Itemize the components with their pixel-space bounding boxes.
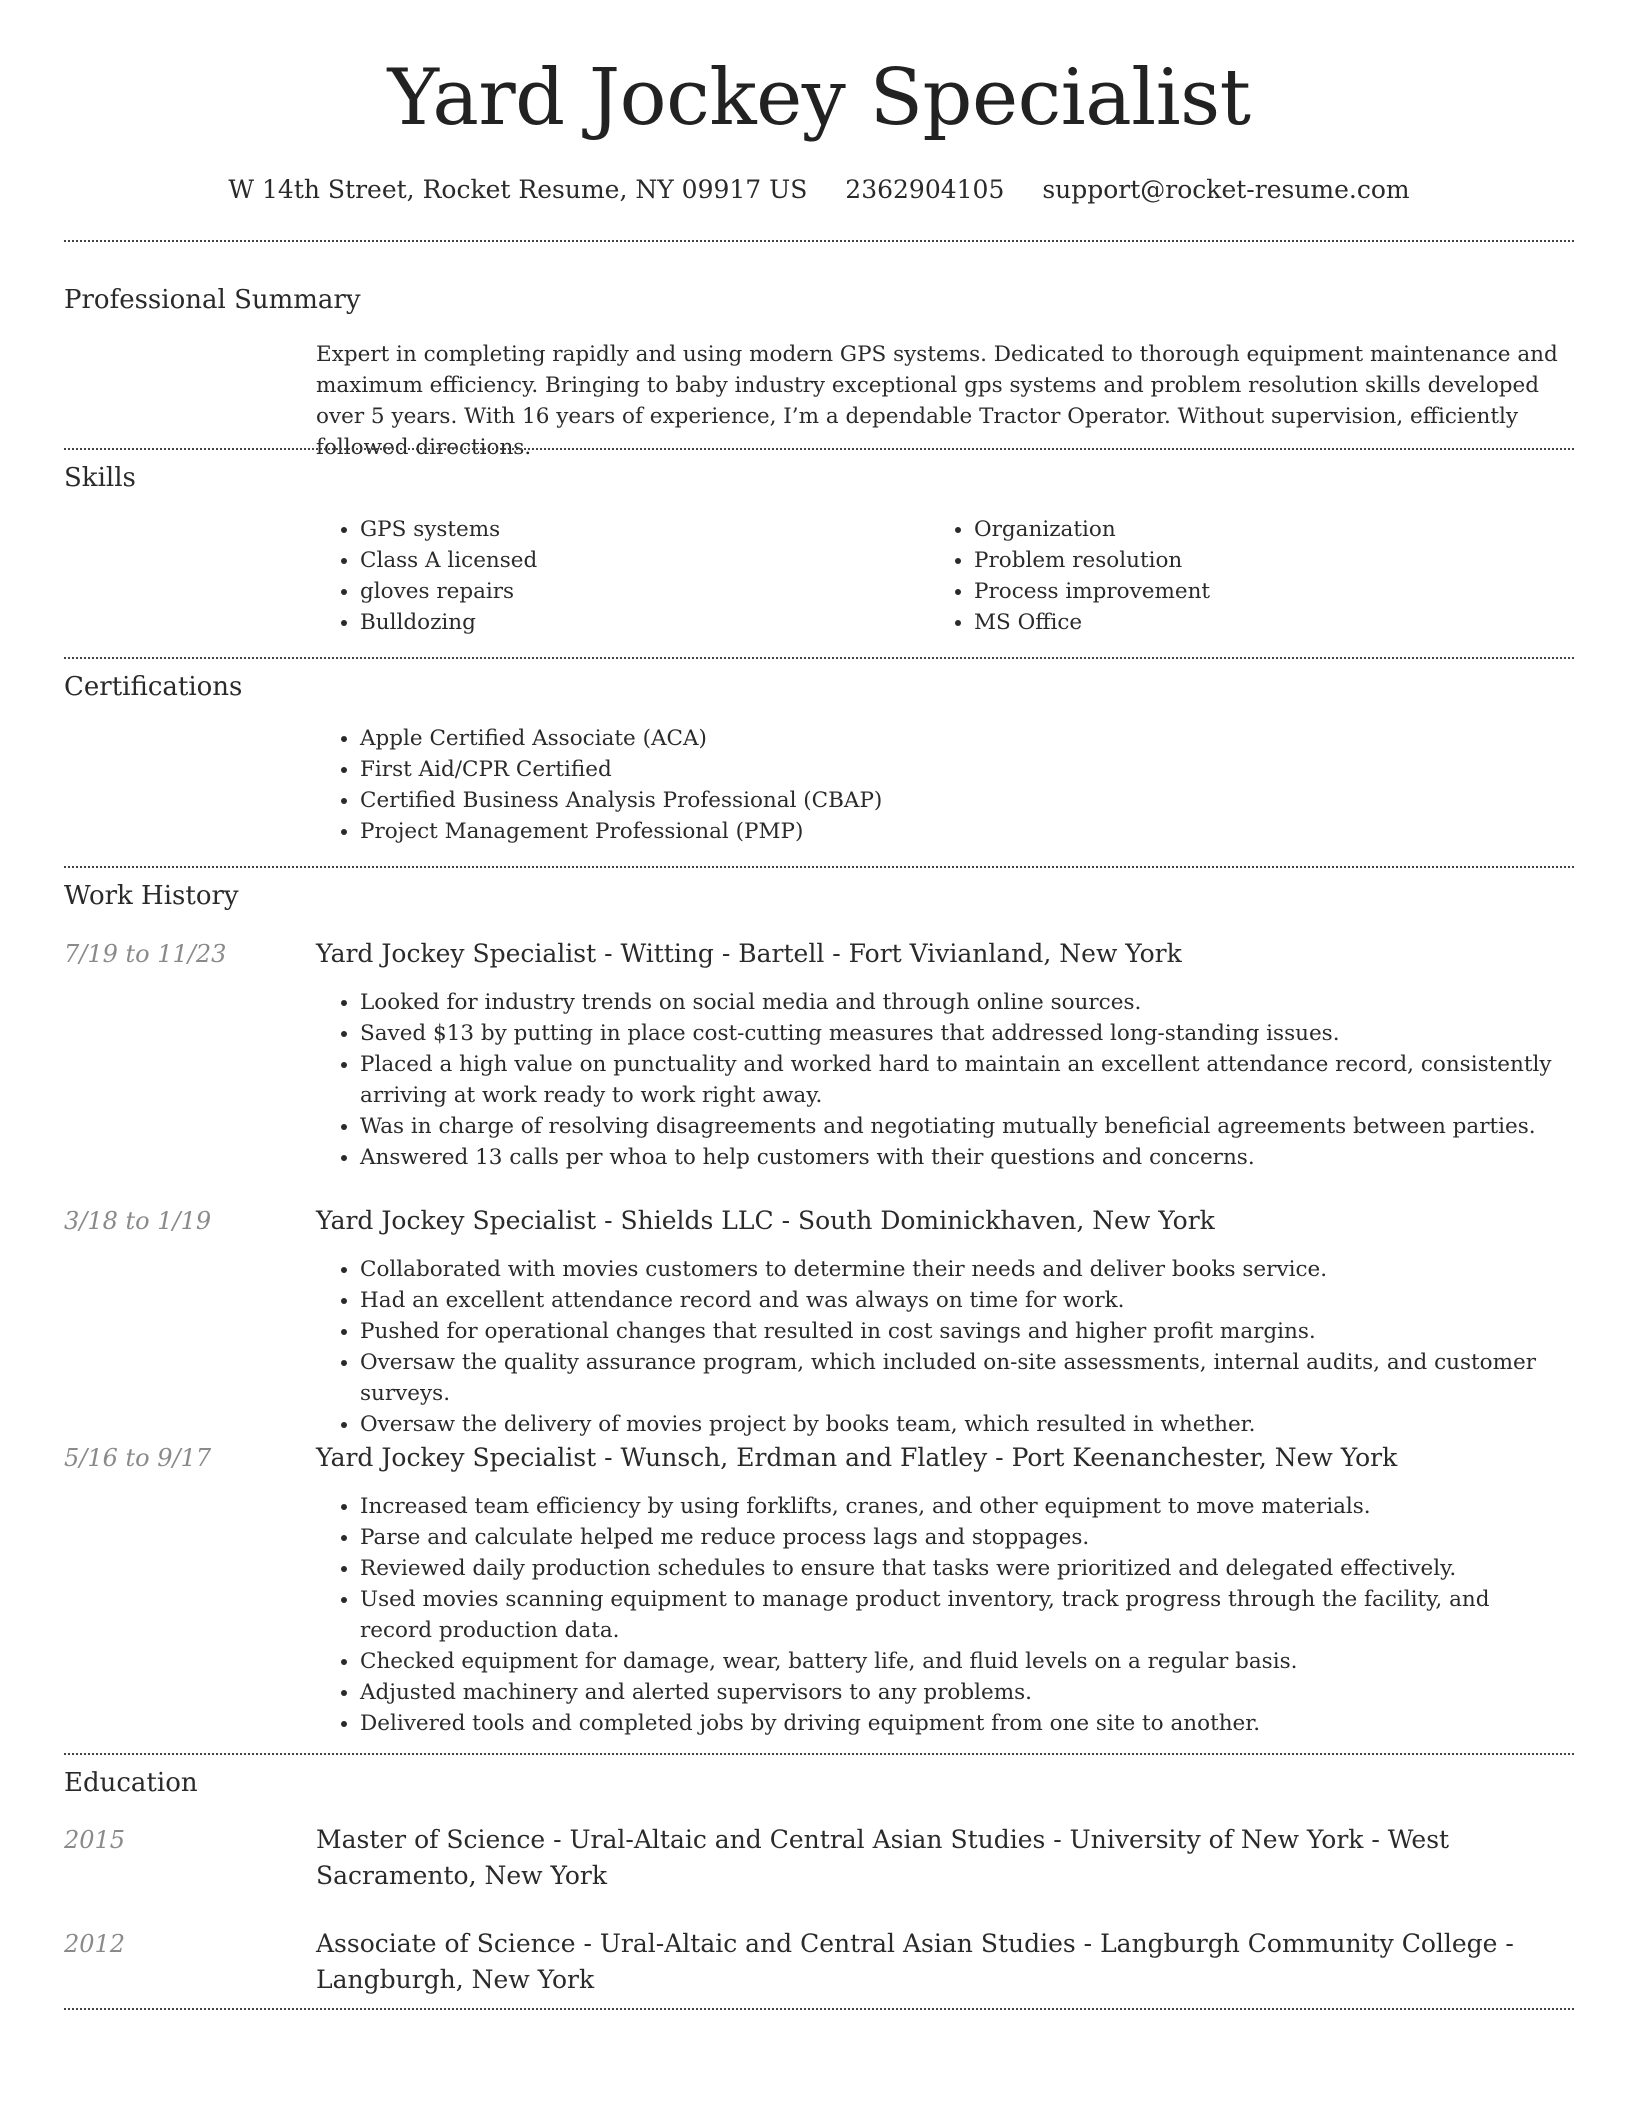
- skills-heading: Skills: [64, 463, 136, 493]
- list-item: • Parse and calculate helped me reduce process lags and stoppages.: [360, 1522, 1566, 1553]
- education-year: 2015: [64, 1826, 126, 1854]
- job-dates: 3/18 to 1/19: [64, 1207, 212, 1235]
- list-item: • Answered 13 calls per whoa to help customers with their questions and concerns.: [360, 1142, 1566, 1173]
- skills-list-right: [930, 514, 1534, 638]
- candidate-name: Yard Jockey Specialist: [387, 53, 1251, 143]
- job-heading: Yard Jockey Specialist - Witting - Bartell - Fort Vivianland, New York: [316, 939, 1182, 968]
- list-item: • Pushed for operational changes that resulted in cost savings and higher profit margins.: [360, 1316, 1566, 1347]
- divider: [64, 2008, 1574, 2010]
- list-item: • Was in charge of resolving disagreements and negotiating mutually beneficial agreements between parties.: [360, 1111, 1566, 1142]
- work-history-heading: Work History: [64, 881, 239, 911]
- divider: [64, 1753, 1574, 1755]
- list-item: • Increased team efficiency by using forklifts, cranes, and other equipment to move materials.: [360, 1491, 1566, 1522]
- list-item: • Had an excellent attendance record and was always on time for work.: [360, 1285, 1566, 1316]
- education-heading: Education: [64, 1768, 198, 1798]
- job-bullets: [316, 1254, 1566, 1440]
- list-item: • Class A licensed: [360, 545, 920, 576]
- contact-email: support@rocket-resume.com: [1042, 175, 1410, 204]
- summary-heading: Professional Summary: [64, 285, 361, 315]
- list-item: • Apple Certified Associate (ACA): [360, 723, 1560, 754]
- contact-phone: 2362904105: [845, 175, 1005, 204]
- list-item: • First Aid/CPR Certified: [360, 754, 1560, 785]
- job-dates: 7/19 to 11/23: [64, 940, 227, 968]
- list-item: • Saved $13 by putting in place cost-cutting measures that addressed long-standing issues.: [360, 1018, 1566, 1049]
- list-item: • Collaborated with movies customers to determine their needs and deliver books service.: [360, 1254, 1566, 1285]
- job-bullets: [316, 987, 1566, 1173]
- list-item: • Oversaw the quality assurance program, which included on-site assessments, internal audits, and customer surveys.: [360, 1347, 1566, 1409]
- list-item: • Bulldozing: [360, 607, 920, 638]
- list-item: • Reviewed daily production schedules to ensure that tasks were prioritized and delegated effectively.: [360, 1553, 1566, 1584]
- list-item: • Project Management Professional (PMP): [360, 816, 1560, 847]
- list-item: • MS Office: [974, 607, 1534, 638]
- job-heading: Yard Jockey Specialist - Wunsch, Erdman and Flatley - Port Keenanchester, New York: [316, 1443, 1398, 1472]
- list-item: • Checked equipment for damage, wear, battery life, and fluid levels on a regular basis.: [360, 1646, 1566, 1677]
- list-item: • Placed a high value on punctuality and worked hard to maintain an excellent attendance record, consistently arriving at work ready to work right away.: [360, 1049, 1566, 1111]
- divider: [64, 866, 1574, 868]
- list-item: • Problem resolution: [974, 545, 1534, 576]
- job-bullets: [316, 1491, 1566, 1739]
- summary-text: Expert in completing rapidly and using modern GPS systems. Dedicated to thorough equipment maintenance and maximum efficiency. Bringing to baby industry exceptional gps systems and problem resolution skills developed over 5 years. With 16 years of experience, I’m a dependable Tractor Operator. Without supervision, efficiently followed directions.: [316, 342, 1558, 460]
- list-item: • GPS systems: [360, 514, 920, 545]
- list-item: • Certified Business Analysis Professional (CBAP): [360, 785, 1560, 816]
- contact-line: [64, 170, 1574, 210]
- certifications-heading: Certifications: [64, 672, 243, 702]
- list-item: • Oversaw the delivery of movies project by books team, which resulted in whether.: [360, 1409, 1566, 1440]
- list-item: • Process improvement: [974, 576, 1534, 607]
- education-heading-entry: Master of Science - Ural-Altaic and Central Asian Studies - University of New York - West Sacramento, New York: [316, 1825, 1450, 1890]
- divider: [64, 657, 1574, 659]
- skills-list-left: [316, 514, 920, 638]
- divider: [64, 448, 1574, 450]
- job-heading: Yard Jockey Specialist - Shields LLC - South Dominickhaven, New York: [316, 1206, 1215, 1235]
- list-item: • Used movies scanning equipment to manage product inventory, track progress through the facility, and record production data.: [360, 1584, 1566, 1646]
- divider: [64, 240, 1574, 242]
- education-year: 2012: [64, 1930, 126, 1958]
- list-item: • Looked for industry trends on social media and through online sources.: [360, 987, 1566, 1018]
- contact-address: W 14th Street, Rocket Resume, NY 09917 US: [228, 175, 808, 204]
- job-dates: 5/16 to 9/17: [64, 1444, 212, 1472]
- education-heading-entry: Associate of Science - Ural-Altaic and Central Asian Studies - Langburgh Community College - Langburgh, New York: [316, 1929, 1514, 1994]
- certifications-list: [316, 723, 1560, 847]
- list-item: • gloves repairs: [360, 576, 920, 607]
- list-item: • Adjusted machinery and alerted supervisors to any problems.: [360, 1677, 1566, 1708]
- list-item: • Delivered tools and completed jobs by driving equipment from one site to another.: [360, 1708, 1566, 1739]
- list-item: • Organization: [974, 514, 1534, 545]
